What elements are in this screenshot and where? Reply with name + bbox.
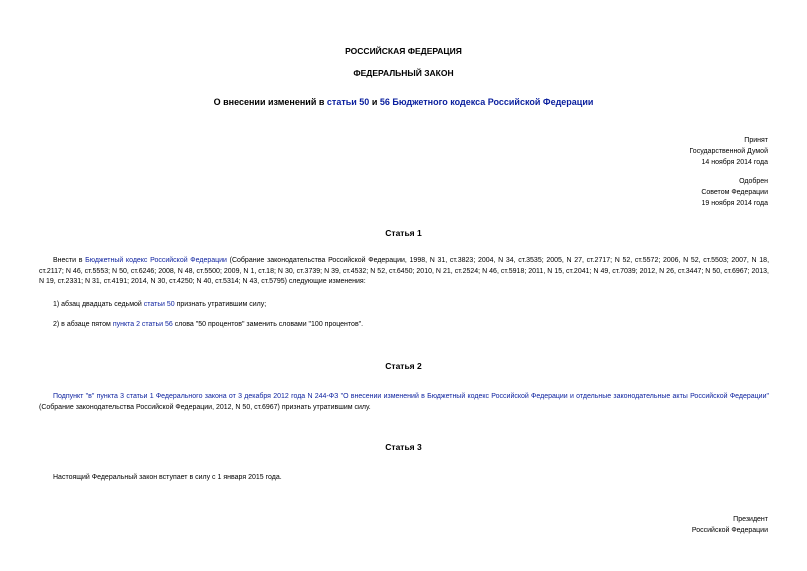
signature-line2: Российской Федерации: [691, 527, 768, 534]
signature-line1: Президент: [733, 516, 768, 523]
item2-pre: 2) в абзаце пятом: [53, 321, 113, 328]
title-link-article-50[interactable]: статьи 50: [326, 97, 370, 107]
approved-line3: 19 ноября 2014 года: [701, 200, 768, 207]
approved-line1: Одобрен: [739, 178, 768, 185]
item1-pre: 1) абзац двадцать седьмой: [53, 301, 144, 308]
a1-text-pre: Внести в: [53, 257, 86, 264]
article-3-paragraph: Настоящий Федеральный закон вступает в силу с 1 января 2015 года.: [53, 474, 282, 481]
article-1-heading: Статья 1: [385, 228, 422, 238]
article-3-heading: Статья 3: [385, 442, 422, 452]
article-1-paragraph: [39, 256, 769, 288]
article-1-item-2: [53, 320, 769, 331]
item2-post: слова "50 процентов" заменить словами "100 процентов".: [172, 321, 364, 328]
adopted-line2: Государственной Думой: [689, 148, 768, 155]
item1-link[interactable]: статьи 50: [143, 301, 175, 308]
approved-block: [701, 176, 768, 209]
federal-law-244-link[interactable]: Подпункт "в" пункта 3 статьи 1 Федерального закона от 3 декабря 2012 года N 244-ФЗ "О внесении изменений в Бюджетный кодекс Российской Федерации и отдельные законодательные акты Российской Федерации": [53, 393, 769, 400]
adopted-line3: 14 ноября 2014 года: [701, 159, 768, 166]
article-2-heading: Статья 2: [385, 361, 422, 371]
title-link-article-56[interactable]: 56 Бюджетного кодекса Российской Федерации: [379, 97, 594, 107]
a2-text-post: (Собрание законодательства Российской Федерации, 2012, N 50, ст.6967) признать утратившим силу.: [39, 403, 371, 411]
country-heading: РОССИЙСКАЯ ФЕДЕРАЦИЯ: [345, 46, 462, 56]
approved-line2: Советом Федерации: [701, 189, 768, 196]
signature-block: [692, 514, 768, 536]
item1-post: признать утратившим силу;: [174, 301, 267, 308]
article-1-item-1: [53, 300, 769, 311]
article-2-paragraph: [39, 392, 769, 413]
title-text-1: О внесении изменений в: [213, 97, 327, 107]
adopted-block: [689, 135, 768, 168]
adopted-line1: Принят: [744, 137, 768, 144]
budget-code-link[interactable]: Бюджетный кодекс Российской Федерации: [85, 257, 227, 264]
a1-text-post: (Собрание законодательства Российской Федерации, 1998, N 31, ст.3823; 2004, N 34, ст.3535; 2005, N 27, ст.2717; N 52, ст.5572; 2006, N 52, ст.5503; 2007, N 18, ст.2117; N 46, ст.5553; N 50, ст.6246; 2008, N 48, ст.5500; 2009, N 1, ст.18; N 30, ст.3739; N 39, ст.4532; N 52, ст.6450; 2010, N 21, ст.2524; N 46, ст.5918; 2011, N 15, ст.2041; N 49, ст.7039; 2012, N 26, ст.3447; N 50, ст.6967; 2013, N 19, ст.2331; N 31, ст.4191; 2014, N 30, ст.4250; N 40, ст.5314; N 43, ст.5795) следующие изменения:: [39, 257, 770, 285]
law-type-heading: ФЕДЕРАЛЬНЫЙ ЗАКОН: [353, 68, 454, 78]
law-title: [0, 97, 807, 107]
item2-link[interactable]: пункта 2 статьи 56: [112, 321, 173, 328]
title-text-2: и: [369, 97, 380, 107]
